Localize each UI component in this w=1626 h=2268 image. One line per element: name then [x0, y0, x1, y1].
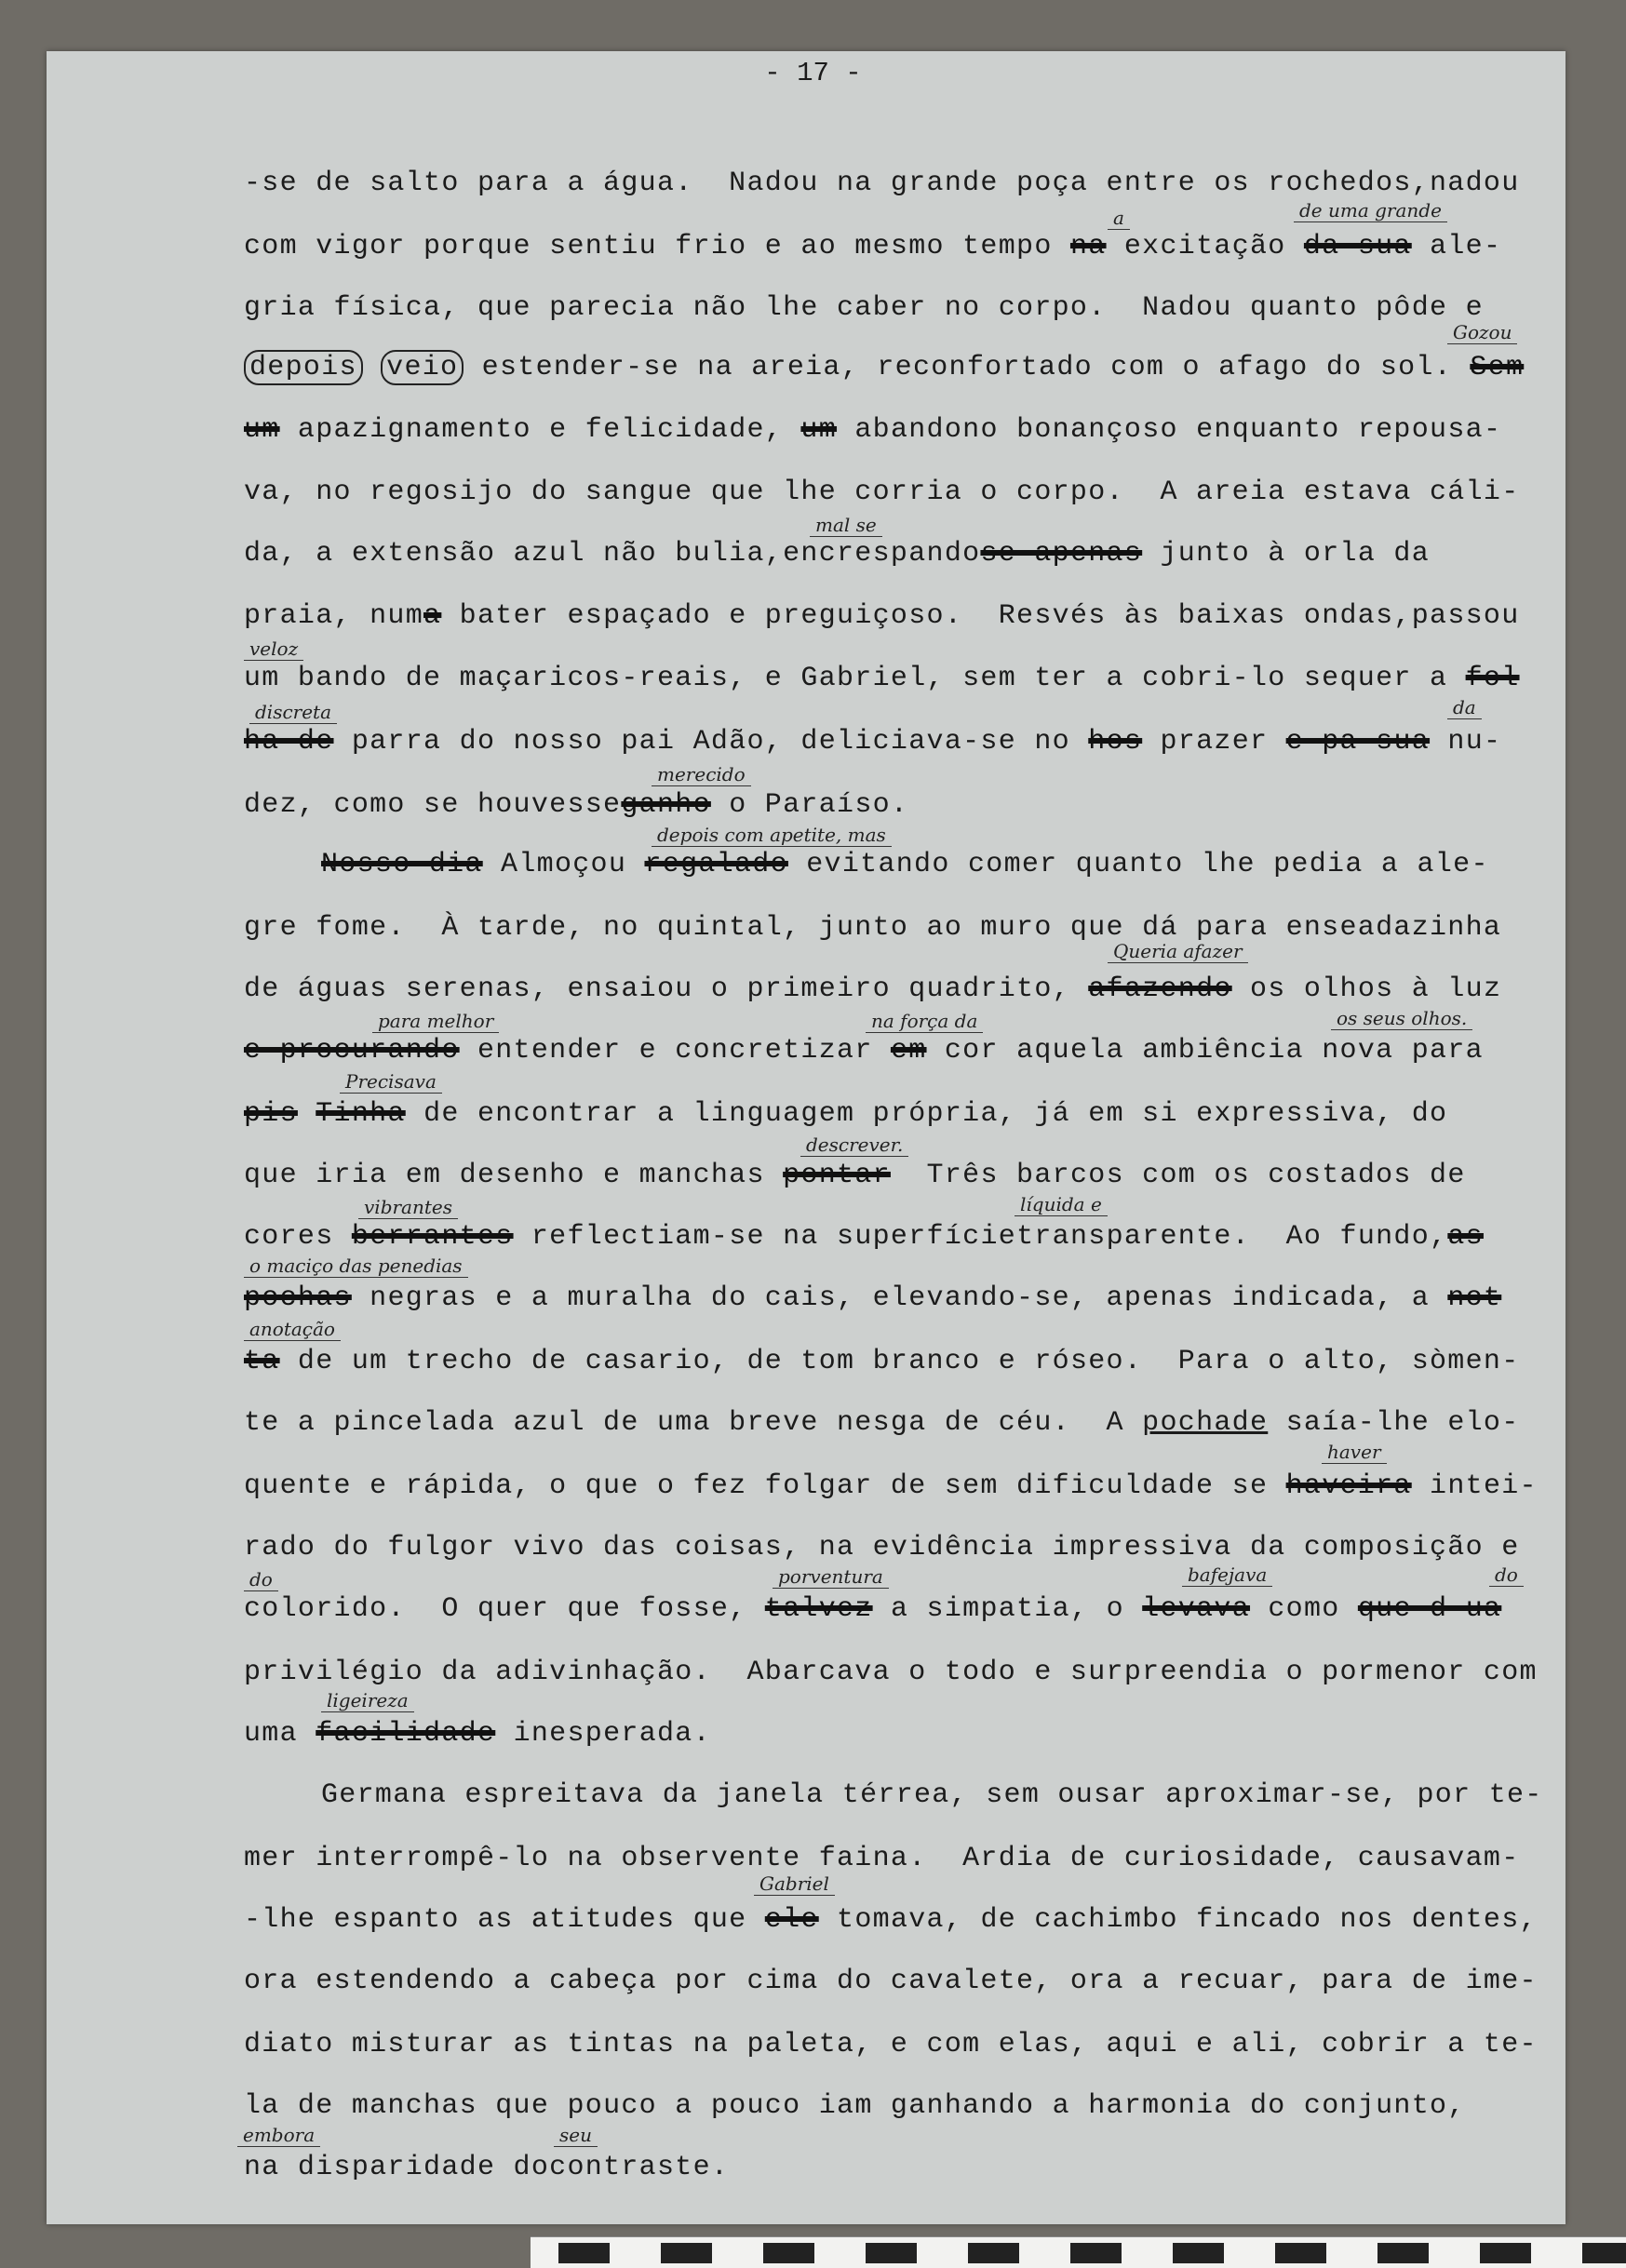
handwritten-insertion: Precisava	[340, 1070, 442, 1094]
handwritten-insertion: anotação	[244, 1318, 341, 1341]
text-line: gre fome. À tarde, no quintal, junto ao muro que dá para enseadazinha	[244, 912, 1502, 944]
handwritten-insertion: os seus olhos.	[1331, 1007, 1472, 1030]
ruler-segment	[968, 2243, 1019, 2263]
ruler-segment	[558, 2243, 610, 2263]
handwritten-insertion: de uma grande	[1294, 199, 1447, 222]
text-line: de águas serenas, ensaiou o primeiro quadrito, afazendo os olhos à luz	[244, 973, 1502, 1005]
handwritten-insertion: Gabriel	[754, 1872, 835, 1896]
text-line: ha de parra do nosso pai Adão, deliciava-se no hos prazer e pa sua nu-	[244, 726, 1502, 758]
text-line: com vigor porque sentiu frio e ao mesmo tempo na excitação da sua ale-	[244, 231, 1502, 262]
text-line: colorido. O quer que fosse, talvez a simpatia, o levava como que d ua	[244, 1593, 1502, 1625]
text-line: dez, como se houvesseganho o Paraíso.	[244, 789, 909, 821]
handwritten-insertion: bafejava	[1182, 1563, 1272, 1587]
handwritten-insertion: descrever.	[800, 1134, 908, 1157]
handwritten-insertion: líquida e	[1015, 1193, 1108, 1216]
text-line: praia, numa bater espaçado e preguiçoso. Resvés às baixas ondas,passou	[244, 600, 1520, 632]
ruler-segment	[1173, 2243, 1224, 2263]
ruler-segment	[661, 2243, 712, 2263]
handwritten-insertion: do	[1489, 1563, 1524, 1587]
handwritten-insertion: para melhor	[372, 1010, 499, 1033]
handwritten-insertion: haver	[1322, 1441, 1387, 1464]
text-line: quente e rápida, o que o fez folgar de sem dificuldade se haveira intei-	[244, 1470, 1538, 1502]
handwritten-insertion: merecido	[652, 763, 751, 786]
ruler-segment	[1070, 2243, 1122, 2263]
handwritten-insertion: na força da	[866, 1010, 983, 1033]
ruler-segment	[866, 2243, 917, 2263]
text-line: e procurando entender e concretizar em cor aquela ambiência nova para	[244, 1035, 1484, 1067]
text-line: que iria em desenho e manchas pontar Três barcos com os costados de	[244, 1160, 1466, 1191]
text-line: privilégio da adivinhação. Abarcava o todo e surpreendia o pormenor com	[244, 1657, 1538, 1688]
text-line: -lhe espanto as atitudes que ele tomava, de cachimbo fincado nos dentes,	[244, 1904, 1538, 1936]
handwritten-insertion: mal se	[810, 514, 882, 537]
handwritten-insertion: Queria afazer	[1108, 940, 1248, 963]
text-line: um bando de maçaricos-reais, e Gabriel, sem ter a cobri-lo sequer a fol	[244, 663, 1520, 694]
handwritten-insertion: veloz	[244, 637, 303, 661]
ruler-segment	[1377, 2243, 1429, 2263]
ruler-segment	[763, 2243, 814, 2263]
text-line: da, a extensão azul não bulia,encrespandose apenas junto à orla da	[244, 538, 1431, 570]
text-line: Germana espreitava da janela térrea, sem ousar aproximar-se, por te-	[321, 1779, 1543, 1811]
handwritten-insertion: ligeireza	[321, 1689, 414, 1712]
text-line: mer interrompê-lo na observente faina. Ardia de curiosidade, causavam-	[244, 1843, 1520, 1874]
text-line: ora estendendo a cabeça por cima do cavalete, ora a recuar, para de ime-	[244, 1966, 1538, 1997]
handwritten-insertion: da	[1447, 696, 1482, 719]
text-line: gria física, que parecia não lhe caber no corpo. Nadou quanto pôde e	[244, 292, 1484, 324]
handwritten-insertion: Gozou	[1447, 321, 1517, 344]
handwritten-insertion: embora	[237, 2124, 320, 2147]
handwritten-insertion: o maciço das penedias	[244, 1255, 468, 1278]
text-line: Nosso dia Almoçou regalado evitando comer quanto lhe pedia a ale-	[321, 849, 1489, 880]
text-line: pochas negras e a muralha do cais, elevando-se, apenas indicada, a not	[244, 1282, 1502, 1314]
text-line: -se de salto para a água. Nadou na grande poça entre os rochedos,nadou	[244, 168, 1520, 199]
text-line: va, no regosijo do sangue que lhe corria o corpo. A areia estava cáli-	[244, 476, 1520, 508]
text-line: diato misturar as tintas na paleta, e com elas, aqui e ali, cobrir a te-	[244, 2029, 1538, 2060]
text-line: na disparidade docontraste.	[244, 2152, 730, 2183]
handwritten-insertion: depois com apetite, mas	[652, 824, 892, 847]
text-line: depois veio estender-se na areia, reconfortado com o afago do sol. Sem	[244, 352, 1575, 383]
handwritten-insertion: seu	[554, 2124, 598, 2147]
text-line: uma facilidade inesperada.	[244, 1718, 711, 1750]
scale-ruler	[531, 2236, 1626, 2268]
page-number: - 17 -	[764, 58, 862, 88]
handwritten-insertion: do	[244, 1568, 278, 1591]
handwritten-insertion: porventura	[773, 1565, 889, 1589]
text-line: ta de um trecho de casario, de tom branco e róseo. Para o alto, sòmen-	[244, 1346, 1520, 1377]
text-line: te a pincelada azul de uma breve nesga de céu. A pochade saía-lhe elo-	[244, 1407, 1520, 1439]
handwritten-insertion: discreta	[249, 701, 337, 724]
ruler-segment	[1275, 2243, 1326, 2263]
text-line: la de manchas que pouco a pouco iam ganhando a harmonia do conjunto,	[244, 2090, 1466, 2122]
handwritten-insertion: a	[1108, 207, 1130, 230]
ruler-segment	[1480, 2243, 1531, 2263]
text-line: um apazignamento e felicidade, um abandono bonançoso enquanto repousa-	[244, 414, 1502, 446]
text-line: cores berrantes reflectiam-se na superfícietransparente. Ao fundo,as	[244, 1221, 1484, 1253]
text-line: rado do fulgor vivo das coisas, na evidência impressiva da composição e	[244, 1532, 1520, 1563]
ruler-segment	[1582, 2243, 1626, 2263]
handwritten-insertion: vibrantes	[358, 1196, 458, 1219]
text-line: pis Tinha de encontrar a linguagem própria, já em si expressiva, do	[244, 1098, 1448, 1130]
